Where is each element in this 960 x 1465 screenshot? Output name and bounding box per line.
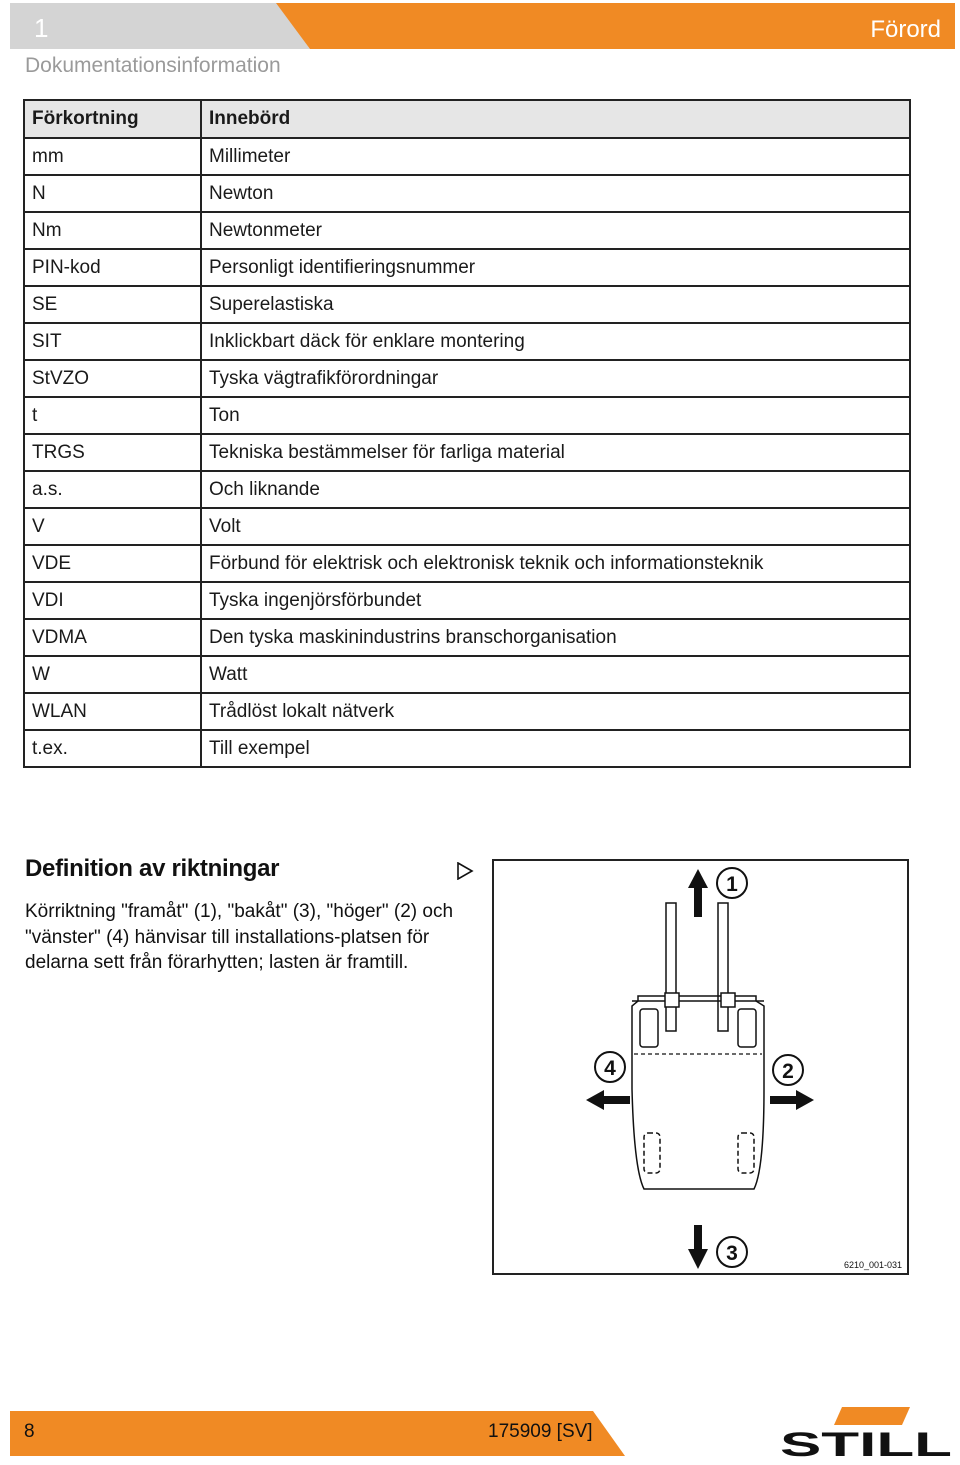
meaning-cell: Personligt identifieringsnummer <box>201 249 910 286</box>
direction-label-1 <box>717 868 747 898</box>
abbreviation-cell: t.ex. <box>24 730 201 767</box>
direction-label-4 <box>595 1052 625 1082</box>
table-row <box>24 730 910 767</box>
direction-label-2 <box>773 1055 803 1085</box>
page-number: 8 <box>24 1421 35 1442</box>
table-row <box>24 619 910 656</box>
svg-text:3: 3 <box>726 1242 738 1265</box>
section-title: Dokumentationsinformation <box>25 54 281 77</box>
meaning-cell: Newton <box>201 175 910 212</box>
table-row <box>24 286 910 323</box>
triangle-right-icon <box>456 862 474 880</box>
meaning-cell: Volt <box>201 508 910 545</box>
table-row <box>24 360 910 397</box>
fork-right <box>718 903 728 1031</box>
table-row <box>24 249 910 286</box>
abbreviation-cell: N <box>24 175 201 212</box>
abbreviation-cell: SIT <box>24 323 201 360</box>
chapter-title: Förord <box>870 16 941 43</box>
table-row <box>24 138 910 175</box>
column-header-abbreviation: Förkortning <box>24 100 201 138</box>
meaning-cell: Den tyska maskinindustrins branschorganisation <box>201 619 910 656</box>
front-wheel-left <box>640 1009 658 1047</box>
meaning-cell: Tyska ingenjörsförbundet <box>201 582 910 619</box>
abbreviation-cell: a.s. <box>24 471 201 508</box>
abbreviation-cell: VDI <box>24 582 201 619</box>
chapter-number: 1 <box>34 13 49 43</box>
table-row <box>24 434 910 471</box>
svg-text:STILL: STILL <box>780 1426 952 1460</box>
column-header-meaning: Innebörd <box>201 100 910 138</box>
table-row <box>24 693 910 730</box>
meaning-cell: Newtonmeter <box>201 212 910 249</box>
meaning-cell: Förbund för elektrisk och elektronisk teknik och informationsteknik <box>201 545 910 582</box>
arrow-left-icon <box>586 1090 630 1110</box>
direction-label-3 <box>717 1237 747 1267</box>
abbreviation-cell: PIN-kod <box>24 249 201 286</box>
front-wheel-right <box>738 1009 756 1047</box>
svg-text:1: 1 <box>726 873 738 896</box>
abbreviation-table <box>23 99 911 768</box>
forklift-diagram <box>494 861 907 1273</box>
table-row <box>24 397 910 434</box>
direction-description: Körriktning "framåt" (1), "bakåt" (3), "höger" (2) och "vänster" (4) hänvisar till installations-platsen för delarna sett från förarhytten; lasten är framtill. <box>25 901 454 973</box>
meaning-cell: Till exempel <box>201 730 910 767</box>
table-row <box>24 323 910 360</box>
table-row <box>24 175 910 212</box>
direction-heading: Definition av riktningar <box>25 855 280 882</box>
fork-left <box>666 903 676 1031</box>
logo-orange-band <box>834 1407 910 1425</box>
arrow-up-icon <box>688 869 708 917</box>
abbreviation-cell: StVZO <box>24 360 201 397</box>
table-row <box>24 545 910 582</box>
header-orange-band <box>276 3 955 49</box>
table-header-row <box>24 100 910 138</box>
rear-wheel-right <box>738 1133 754 1173</box>
abbreviation-cell: VDE <box>24 545 201 582</box>
table-row <box>24 582 910 619</box>
meaning-cell: Millimeter <box>201 138 910 175</box>
figure-reference: 6210_001-031 <box>843 1260 902 1270</box>
header-gray-band <box>10 3 310 49</box>
meaning-cell: Tekniska bestämmelser för farliga material <box>201 434 910 471</box>
svg-text:4: 4 <box>604 1057 616 1080</box>
meaning-cell: Tyska vägtrafikförordningar <box>201 360 910 397</box>
abbreviation-cell: TRGS <box>24 434 201 471</box>
abbreviation-cell: V <box>24 508 201 545</box>
abbreviation-cell: mm <box>24 138 201 175</box>
meaning-cell: Inklickbart däck för enklare montering <box>201 323 910 360</box>
header-bar <box>10 3 955 49</box>
meaning-cell: Trådlöst lokalt nätverk <box>201 693 910 730</box>
table-row <box>24 471 910 508</box>
abbreviation-cell: Nm <box>24 212 201 249</box>
direction-figure <box>492 859 909 1275</box>
svg-text:2: 2 <box>782 1060 794 1083</box>
abbreviation-cell: t <box>24 397 201 434</box>
meaning-cell: Watt <box>201 656 910 693</box>
still-logo <box>780 1405 955 1460</box>
meaning-cell: Superelastiska <box>201 286 910 323</box>
table-row <box>24 656 910 693</box>
arrow-down-icon <box>688 1225 708 1269</box>
meaning-cell: Ton <box>201 397 910 434</box>
table-row <box>24 508 910 545</box>
abbreviation-cell: W <box>24 656 201 693</box>
table-row <box>24 212 910 249</box>
mast-block-left <box>665 993 679 1007</box>
mast-block-right <box>721 993 735 1007</box>
meaning-cell: Och liknande <box>201 471 910 508</box>
abbreviation-cell: SE <box>24 286 201 323</box>
abbreviation-cell: VDMA <box>24 619 201 656</box>
document-id: 175909 [SV] <box>488 1421 593 1442</box>
arrow-right-icon <box>770 1090 814 1110</box>
rear-wheel-left <box>644 1133 660 1173</box>
abbreviation-cell: WLAN <box>24 693 201 730</box>
